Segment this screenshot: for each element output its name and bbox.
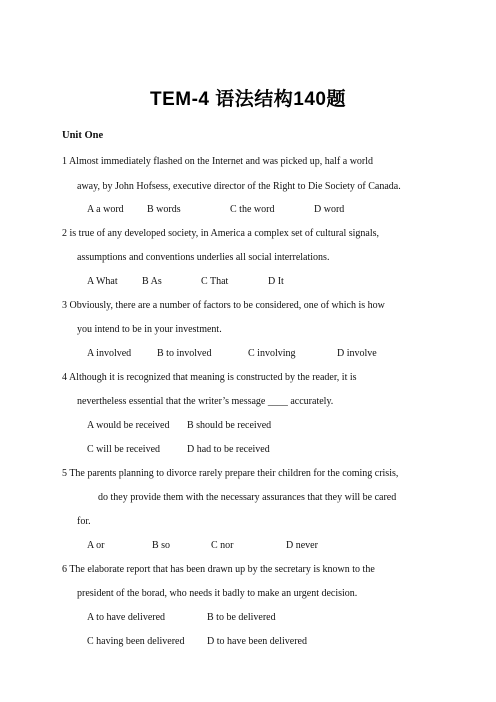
question-4-line-1: 4 Although it is recognized that meaning is constructed by the reader, it is xyxy=(62,372,357,383)
question-1-option-d: D word xyxy=(314,204,345,215)
question-5-line-1: 5 The parents planning to divorce rarely prepare their children for the coming crisis, xyxy=(62,468,399,479)
question-6-line-1: 6 The elaborate report that has been drawn up by the secretary is known to the xyxy=(62,564,375,575)
question-3-line-2: you intend to be in your investment. xyxy=(77,324,222,335)
question-5-line-3: for. xyxy=(77,516,91,527)
question-6-option-b: B to be delivered xyxy=(207,612,276,623)
question-4-option-c: C will be received xyxy=(87,444,161,455)
question-4-option-b: B should be received xyxy=(187,420,272,431)
question-2-option-c: C That xyxy=(201,276,229,287)
question-3-option-d: D involve xyxy=(337,348,377,359)
document-title: TEM-4 语法结构140题 xyxy=(150,89,346,110)
question-5-option-b: B so xyxy=(152,540,171,551)
question-2-line-2: assumptions and conventions underlies all social interrelations. xyxy=(77,252,330,263)
question-3-line-1: 3 Obviously, there are a number of factors to be considered, one of which is how xyxy=(62,300,385,311)
question-6-line-2: president of the borad, who needs it badly to make an urgent decision. xyxy=(77,588,358,599)
question-6-option-a: A to have delivered xyxy=(87,612,166,623)
question-3-option-c: C involving xyxy=(248,348,296,359)
question-6-option-c: C having been delivered xyxy=(87,636,185,647)
question-2-option-b: B As xyxy=(142,276,162,287)
question-2-option-d: D It xyxy=(268,276,284,287)
question-5-line-2: do they provide them with the necessary assurances that they will be cared xyxy=(98,492,397,503)
question-1-line-1: 1 Almost immediately flashed on the Internet and was picked up, half a world xyxy=(62,156,374,167)
question-4-option-a: A would be received xyxy=(87,420,170,431)
question-6-option-d: D to have been delivered xyxy=(207,636,307,647)
question-3-option-a: A involved xyxy=(87,348,132,359)
question-4-line-2: nevertheless essential that the writer’s message ____ accurately. xyxy=(77,396,334,407)
unit-heading: Unit One xyxy=(62,130,104,141)
question-3-option-b: B to involved xyxy=(157,348,212,359)
question-2-option-a: A What xyxy=(87,276,118,287)
question-5-option-d: D never xyxy=(286,540,318,551)
question-1-option-c: C the word xyxy=(230,204,275,215)
question-5-option-c: C nor xyxy=(211,540,234,551)
question-1-option-b: B words xyxy=(147,204,181,215)
question-1-line-2: away, by John Hofsess, executive director of the Right to Die Society of Canada. xyxy=(77,181,401,192)
question-1-option-a: A a word xyxy=(87,204,124,215)
question-2-line-1: 2 is true of any developed society, in America a complex set of cultural signals, xyxy=(62,228,380,239)
question-5-option-a: A or xyxy=(87,540,105,551)
question-4-option-d: D had to be received xyxy=(187,444,270,455)
